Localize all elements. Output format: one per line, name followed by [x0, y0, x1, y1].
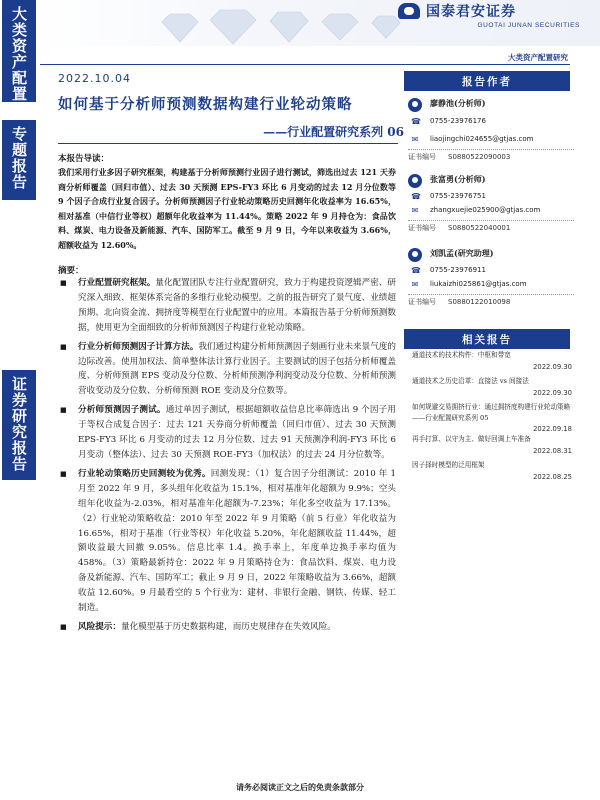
- related-report-date: 2022.08.31: [533, 446, 572, 455]
- author-name: 张富勇(分析师): [430, 174, 486, 184]
- related-report-date: 2022.09.30: [533, 388, 572, 397]
- related-report-date: 2022.09.30: [533, 362, 572, 371]
- related-report-date: 2022.08.25: [533, 472, 572, 481]
- cert-number: S0880522090003: [448, 153, 511, 161]
- author-email[interactable]: [430, 135, 533, 143]
- header-banner: [40, 0, 600, 46]
- intro-text: 我们采用行业多因子研究框架，构建基于分析师预测行业因子进行测试，筛选出过去 121 天券商分析师覆盖（回归市值）、过去 30 天预测 EPS-FY3 环比 6 月变动的过去 12 月分位数等 9 个因子合成行业复合因子。分析师预测因子行业轮动策略历史回测年化收益率为 16.65%，相对基准（中信行业等权）超额年化收益率为 11.44%。策略 2022 年 9 月持仓为：食品饮料、煤炭、电力设备及新能源、汽车、国防军工。截至 9 月 9 日，今年以来收益为 3.66%，超额收益为 12.60%。: [58, 167, 396, 250]
- related-report-item[interactable]: [412, 402, 572, 433]
- abstract-list: [60, 276, 396, 639]
- abstract-bullet: [60, 276, 396, 336]
- report-date: 2022.10.04: [58, 72, 131, 85]
- related-report-title: 如何规避交易拥挤行业：通过拥挤度构建行业轮动策略——行业配置研究系列 05: [412, 403, 571, 422]
- bullet-text: 我们通过构建分析师预测因子刻画行业未来景气度的边际改善。使用加权法、简单整体法计算行业因子。主要测试的因子包括分析师覆盖度、分析师预测 EPS 变动及分位数、分析师预测净利润变动及分位数、分析师预测营收变动及分位数、分析师预测 ROE 变动及分位数等。: [78, 341, 396, 397]
- phone-icon: ☎: [411, 117, 421, 126]
- email-icon: ✉: [411, 206, 419, 215]
- bullet-lead: 分析师预测因子测试。: [78, 405, 166, 416]
- bullet-lead: 行业配置研究框架。: [78, 278, 156, 288]
- author-cert: [408, 294, 574, 307]
- author-email-text: liukaizhi025861@gtjas.com: [430, 280, 527, 288]
- author-phone: 0755-23976176: [430, 117, 486, 125]
- author-email-text: zhangxuejie025900@gtjas.com: [430, 206, 541, 214]
- phone-icon: ☎: [411, 192, 421, 201]
- cert-label: 证书编号: [408, 298, 436, 306]
- header-divider: [40, 64, 570, 65]
- logo-chinese-name: 国泰君安证券: [426, 4, 516, 20]
- author-cert: [408, 220, 574, 233]
- related-report-title: 再手打算、以守为主、做好回调上车准备: [412, 435, 531, 443]
- phone-icon: ☎: [411, 266, 421, 275]
- author-email-text: liaojingchi024655@gtjas.com: [430, 135, 534, 143]
- author-email[interactable]: [430, 280, 527, 288]
- author-cert: [408, 149, 574, 162]
- cert-label: 证书编号: [408, 153, 436, 161]
- bullet-text: 回测发现：（1）复合因子分组测试：2010 年 1 月至 2022 年 9 月，多头组年化收益为 15.1%，相对基准年化超额为 9.9%；空头组年化收益为-2.03%，相对基准年化超额为-7.23%；年化多空收益为 17.13%。（2）行业轮动策略收益：2010 年至 2022 年 9 月策略（前 5 行业）年化收益为 16.65%，相对于基准（行业等权）年化收益 5.20%，年化超额收益 11.44%，超额收益最大回撤 9.05%。信息比率 1.4。换手率上，年度单边换手率均值为 458%。（3）策略最新持仓：2022 年 9 月策略持仓为：食品饮料、煤炭、电力设备及新能源、汽车、国防军工；截止 9 月 9 日，2022 年策略收益为 3.66%，超额收益 12.60%。9 月最看空的 5 个行业为：建材、非银行金融、钢铁、传媒、轻工制造。: [78, 468, 396, 614]
- email-icon: ✉: [411, 280, 419, 289]
- related-report-item[interactable]: [412, 460, 572, 481]
- title-divider: [58, 143, 398, 144]
- logo-english-name: GUOTAI JUNAN SECURITIES: [477, 22, 580, 29]
- related-report-item[interactable]: [412, 350, 572, 371]
- person-icon: [408, 174, 422, 188]
- related-report-title: 通道技术之历史沿革：直接法 vs 间接法: [412, 377, 529, 385]
- bullet-lead: 行业轮动策略历史回测较为优秀。: [78, 468, 211, 479]
- side-label-special-report: 专题报告: [2, 120, 36, 200]
- author-name: 刘凯孟(研究助理): [430, 248, 494, 258]
- intro-heading: 本报告导读：: [58, 154, 110, 164]
- guotai-junan-logo-icon: [398, 3, 420, 19]
- cert-number: S0880122010098: [448, 298, 511, 306]
- author-phone: 0755-23976911: [430, 266, 486, 274]
- cert-number: S0880522040001: [448, 224, 511, 232]
- person-icon: [408, 98, 422, 112]
- bullet-text: 量化配置团队专注行业配置研究，致力于构建投资逻辑严密、研究深入细致、框架体系完备的多维行业轮动模型。之前的报告研究了景气度、业绩超预期、北向资金流、拥挤度等模型在行业配置中的应用。本篇报告基于分析师预测数据，使用更为全面细致的分析师预测因子构建行业轮动策略。: [78, 278, 396, 333]
- side-label-asset-allocation: 大类资产配置: [2, 0, 36, 102]
- side-label-securities-research: 证券研究报告: [2, 370, 36, 480]
- author-name: 廖静池(分析师): [430, 98, 486, 108]
- abstract-bullet: [60, 340, 396, 400]
- bullet-lead: 行业分析师预测因子计算方法。: [78, 341, 199, 352]
- report-subtitle: ——行业配置研究系列 06: [263, 125, 404, 139]
- report-title: 如何基于分析师预测数据构建行业轮动策略: [58, 96, 353, 113]
- related-report-item[interactable]: [412, 376, 572, 397]
- related-report-date: 2022.09.18: [533, 425, 572, 433]
- abstract-bullet: [60, 620, 396, 635]
- person-icon: [408, 248, 422, 262]
- authors-heading: 报告作者: [404, 71, 570, 91]
- brand-logo: [398, 0, 594, 22]
- side-strip: [0, 0, 40, 800]
- related-reports-heading: 相关报告: [404, 329, 570, 349]
- abstract-bullet: [60, 403, 396, 463]
- disclaimer-footer: 请务必阅读正文之后的免责条款部分: [236, 782, 364, 792]
- bullet-lead: 风险提示：: [78, 621, 121, 632]
- related-report-title: 因子择时模型的泛用框架: [412, 461, 485, 469]
- author-email[interactable]: [430, 206, 540, 214]
- related-report-title: 通道技术的技术构件：中枢和带宽: [412, 351, 511, 359]
- report-category: 大类资产配置研究: [508, 53, 568, 62]
- author-phone: 0755-23976751: [430, 192, 486, 200]
- email-icon: ✉: [411, 135, 419, 144]
- abstract-heading: 摘要：: [58, 266, 84, 276]
- bullet-text: 通过单因子测试，根据超额收益信息比率筛选出 9 个因子用于等权合成复合因子：过去 121 天券商分析师覆盖（回归市值）、过去 30 天预测 EPS-FY3 环比 6 月变动的过去 12 月分位数、过去 91 天预测净利润-FY3 环比 6 月变动（整体法）、过去 30 天预测 ROE-FY3（加权法）的过去 24 月分位数等。: [78, 405, 396, 460]
- bullet-text: 量化模型基于历史数据构建，而历史规律存在失效风险。: [120, 621, 336, 632]
- cert-label: 证书编号: [408, 224, 436, 232]
- abstract-bullet: [60, 467, 396, 616]
- related-report-item[interactable]: [412, 434, 572, 455]
